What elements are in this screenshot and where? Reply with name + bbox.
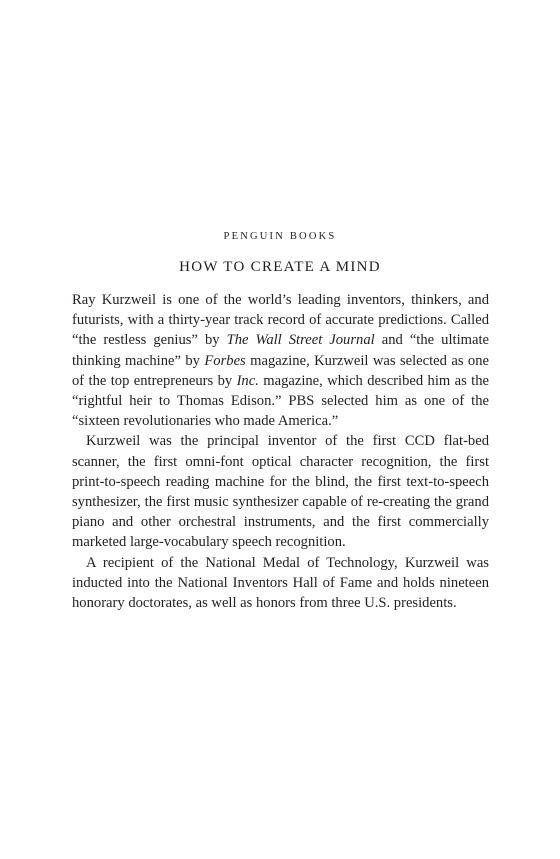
author-bio (72, 290, 489, 613)
bio-paragraph-2: Kurzweil was the principal inventor of the first CCD flat-bed scanner, the first omni-font optical character recognition, the first print-to-speech reading machine for the blind, the first text-to-speech synthesizer, the first music synthesizer capable of re-creating the grand piano and other orchestral instruments, and the first commercially marketed large-vocabulary speech recognition. (72, 433, 489, 551)
publication-wsj: The Wall Street Journal (226, 332, 375, 349)
publisher-name: PENGUIN BOOKS (223, 231, 337, 242)
publication-forbes: Forbes (204, 352, 246, 369)
bio-paragraph-3: A recipient of the National Medal of Technology, Kurzweil was inducted into the National Inventors Hall of Fame and holds nineteen honorary doctorates, as well as honors from three U.S. presidents. (72, 554, 489, 612)
bio-p1-text-c: magazine, Kurzweil was selected as one of the top entrepreneurs by (72, 352, 489, 389)
bio-p1-text-d: magazine, which described him as the “rightful heir to Thomas Edison.” PBS selected him as one of the “sixteen revolutionaries who made America.” (72, 372, 489, 430)
bio-paragraph-1 (72, 290, 489, 431)
bio-p1-text-a: Ray Kurzweil is one of the world’s leading inventors, thinkers, and futurists, with a thirty-year track record of accurate predictions. Called “the restless genius” by (72, 292, 489, 349)
book-title: HOW TO CREATE A MIND (179, 259, 381, 275)
bio-p1-text-b: and “the ultimate thinking machine” by (72, 332, 489, 369)
publication-inc: Inc. (236, 372, 259, 389)
